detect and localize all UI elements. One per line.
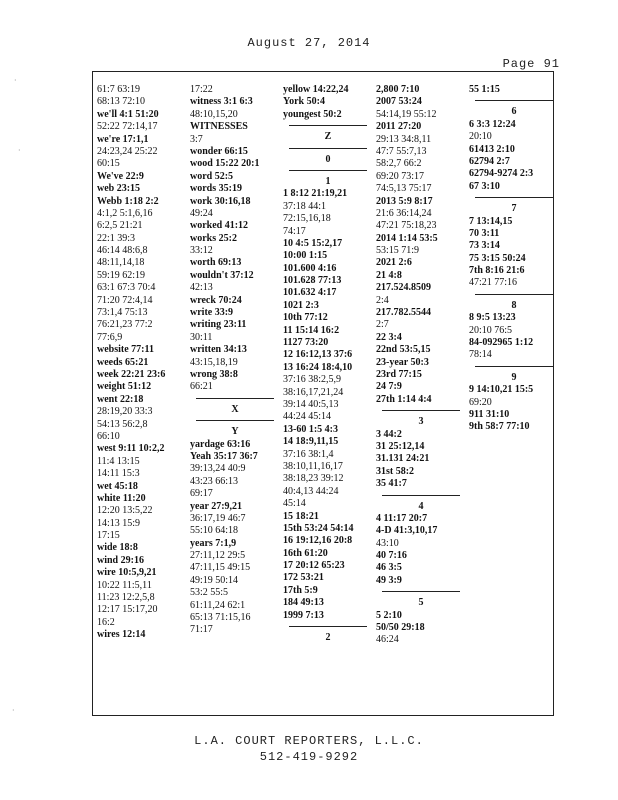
index-entry-continuation: 38:10,11,16,17 xyxy=(283,460,343,472)
section-letter: Z xyxy=(324,131,332,143)
index-entry-continuation: 43:15,18,19 xyxy=(190,356,238,368)
index-entry-continuation: 71:17 xyxy=(190,624,213,636)
index-entry: wouldn't 37:12 xyxy=(190,269,254,281)
index-entry-continuation: 16:2 xyxy=(97,616,115,628)
index-entry-continuation: 76:21,23 77:2 xyxy=(97,319,153,331)
section-letter: 7 xyxy=(511,203,517,215)
index-entry: 22nd 53:5,15 xyxy=(376,344,431,356)
index-entry: 172 53:21 xyxy=(283,572,324,584)
section-letter: 9 xyxy=(511,371,517,383)
index-entry: worked 41:12 xyxy=(190,220,249,232)
index-entry-continuation: 59:19 62:19 xyxy=(97,269,146,281)
index-entry: wind 29:16 xyxy=(97,554,144,566)
index-entry: 27th 1:14 4:4 xyxy=(376,393,432,405)
index-entry: wonder 66:15 xyxy=(190,145,248,157)
index-entry-continuation: 48:11,14,18 xyxy=(97,257,145,269)
section-rule xyxy=(196,420,274,421)
index-entry: 21 4:8 xyxy=(376,269,402,281)
index-entry: 16 19:12,16 20:8 xyxy=(283,535,353,547)
index-entry-continuation: 24:23,24 25:22 xyxy=(97,145,158,157)
index-entry: 2014 1:14 53:5 xyxy=(376,232,438,244)
index-entry: 46 3:5 xyxy=(376,562,402,574)
index-entry-continuation: 47:11,15 49:15 xyxy=(190,562,251,574)
index-entry: wrong 38:8 xyxy=(190,368,238,380)
index-column-2 xyxy=(190,84,280,637)
index-entry: 35 41:7 xyxy=(376,478,407,490)
index-entry-continuation: 53:15 71:9 xyxy=(376,245,420,257)
index-entry: 2013 5:9 8:17 xyxy=(376,195,433,207)
index-entry-continuation: 78:14 xyxy=(469,349,492,361)
index-entry: writing 23:11 xyxy=(190,319,247,331)
index-entry: 11 15:14 16:2 xyxy=(283,324,340,336)
index-entry-continuation: 2:4 xyxy=(376,294,389,306)
index-entry-continuation: 66:21 xyxy=(190,381,213,393)
index-entry-continuation: 45:14 xyxy=(283,498,306,510)
index-entry-continuation: 72:15,16,18 xyxy=(283,213,331,225)
index-entry: 5 2:10 xyxy=(376,609,402,621)
index-entry: 101.628 77:13 xyxy=(283,275,342,287)
index-entry-continuation: 55:10 64:18 xyxy=(190,525,239,537)
index-entry: 101.632 4:17 xyxy=(283,287,337,299)
index-entry-continuation: 69:20 73:17 xyxy=(376,170,425,182)
index-entry: 9 14:10,21 15:5 xyxy=(469,384,534,396)
index-entry: 61413 2:10 xyxy=(469,143,515,155)
index-entry-continuation: 14:11 15:3 xyxy=(97,468,140,480)
index-entry: 24 7:9 xyxy=(376,381,402,393)
index-entry-continuation: 42:13 xyxy=(190,282,213,294)
index-entry-continuation: 44:24 45:14 xyxy=(283,411,332,423)
index-entry: 62794 2:7 xyxy=(469,155,510,167)
index-entry-continuation: 66:10 xyxy=(97,430,120,442)
index-entry-continuation: 37:16 38:2,5,9 xyxy=(283,374,342,386)
index-entry-continuation: 47:7 55:7,13 xyxy=(376,145,427,157)
index-entry-continuation: 39:14 40:5,13 xyxy=(283,398,339,410)
index-entry: 1 8:12 21:19,21 xyxy=(283,188,348,200)
index-entry: 3 44:2 xyxy=(376,428,402,440)
section-letter: 6 xyxy=(511,106,517,118)
index-entry: wood 15:22 20:1 xyxy=(190,158,260,170)
index-entry: York 50:4 xyxy=(283,96,325,108)
index-entry-continuation: 20:10 76:5 xyxy=(469,324,513,336)
section-letter: 2 xyxy=(325,632,331,644)
index-entry: 22 3:4 xyxy=(376,331,402,343)
index-entry-continuation: 40:4,13 44:24 xyxy=(283,485,339,497)
index-entry: week 22:21 23:6 xyxy=(97,368,166,380)
section-letter: 1 xyxy=(325,175,331,187)
index-entry-continuation: 49:24 xyxy=(190,207,213,219)
transcript-date: August 27, 2014 xyxy=(247,36,371,50)
page-number: Page 91 xyxy=(502,57,560,71)
index-entry: 7th 8:16 21:6 xyxy=(469,265,525,277)
index-entry: 1021 2:3 xyxy=(283,299,319,311)
index-entry: we're 17:1,1 xyxy=(97,133,149,145)
index-entry: year 27:9,21 xyxy=(190,500,243,512)
index-entry-continuation: 12:17 15:17,20 xyxy=(97,604,158,616)
index-entry-continuation: 2:7 xyxy=(376,319,389,331)
index-column-5 xyxy=(469,84,559,434)
index-entry: 73 3:14 xyxy=(469,240,500,252)
index-entry-continuation: 17:22 xyxy=(190,84,213,95)
index-entry: years 7:1,9 xyxy=(190,537,237,549)
index-entry-continuation: 38:16,17,21,24 xyxy=(283,386,344,398)
section-letter: 3 xyxy=(418,416,424,428)
section-rule xyxy=(475,197,553,198)
index-entry-continuation: 52:22 72:14,17 xyxy=(97,121,158,133)
index-entry: 2021 2:6 xyxy=(376,257,412,269)
index-entry: yellow 14:22,24 xyxy=(283,84,349,95)
section-rule xyxy=(475,294,553,295)
index-entry: 13 16:24 18:4,10 xyxy=(283,361,353,373)
index-entry: witness 3:1 6:3 xyxy=(190,96,253,108)
index-entry: 55 1:15 xyxy=(469,84,500,95)
index-entry: 2,800 7:10 xyxy=(376,84,420,95)
index-entry: 2007 53:24 xyxy=(376,96,422,108)
index-entry: website 77:11 xyxy=(97,344,154,356)
index-entry-continuation: 29:13 34:8,11 xyxy=(376,133,432,145)
index-entry: 217.782.5544 xyxy=(376,307,431,319)
index-entry: 4-D 41:3,10,17 xyxy=(376,525,438,537)
index-entry-continuation: 74:5,13 75:17 xyxy=(376,183,432,195)
index-column-3 xyxy=(283,84,373,644)
index-entry: 62794-9274 2:3 xyxy=(469,168,534,180)
section-letter: Y xyxy=(231,426,239,438)
index-entry: 15th 53:24 54:14 xyxy=(283,522,354,534)
index-entry-continuation: 37:18 44:1 xyxy=(283,200,327,212)
index-entry: 12 16:12,13 37:6 xyxy=(283,349,353,361)
index-entry-continuation: 37:16 38:1,4 xyxy=(283,448,334,460)
footer-phone: 512-419-9292 xyxy=(259,750,359,764)
index-entry-continuation: 28:19,20 33:3 xyxy=(97,406,153,418)
index-entry: 15 18:21 xyxy=(283,510,319,522)
index-entry-continuation: 46:24 xyxy=(376,634,399,646)
section-rule xyxy=(475,100,553,101)
index-entry: 49 3:9 xyxy=(376,574,402,586)
index-entry-continuation: 60:15 xyxy=(97,158,120,170)
index-entry: written 34:13 xyxy=(190,344,247,356)
section-rule xyxy=(382,495,460,496)
section-letter: X xyxy=(231,403,239,415)
index-entry: 14 18:9,11,15 xyxy=(283,436,339,448)
index-entry-continuation: 30:11 xyxy=(190,331,213,343)
index-entry: write 33:9 xyxy=(190,307,234,319)
index-entry-continuation: 4:1,2 5:1,6,16 xyxy=(97,207,153,219)
index-entry: wire 10:5,9,21 xyxy=(97,567,157,579)
index-entry-continuation: 6:2,5 21:21 xyxy=(97,220,143,232)
index-entry: 17th 5:9 xyxy=(283,584,318,596)
index-entry: 40 7:16 xyxy=(376,550,407,562)
index-entry-continuation: 12:20 13:5,22 xyxy=(97,505,153,517)
index-entry-continuation: 33:12 xyxy=(190,245,213,257)
index-entry: Webb 1:18 2:2 xyxy=(97,195,159,207)
index-entry: 7 13:14,15 xyxy=(469,215,513,227)
index-entry: west 9:11 10:2,2 xyxy=(97,443,165,455)
index-entry: wreck 70:24 xyxy=(190,294,242,306)
index-entry-continuation: 3:7 xyxy=(190,133,203,145)
index-entry: 10th 77:12 xyxy=(283,312,328,324)
index-entry-continuation: 10:22 11:5,11 xyxy=(97,579,152,591)
index-entry-continuation: 49:19 50:14 xyxy=(190,574,239,586)
index-entry-continuation: 21:6 36:14,24 xyxy=(376,207,432,219)
section-letter: 0 xyxy=(325,153,331,165)
index-entry-continuation: 74:17 xyxy=(283,225,306,237)
scan-speck: · xyxy=(14,76,17,85)
index-entry-continuation: 58:2,7 66:2 xyxy=(376,158,422,170)
index-column-4 xyxy=(376,84,466,647)
index-entry: 70 3:11 xyxy=(469,227,500,239)
index-entry: went 22:18 xyxy=(97,393,144,405)
index-entry: 10:00 1:15 xyxy=(283,250,328,262)
index-entry-continuation: 61:11,24 62:1 xyxy=(190,599,246,611)
index-entry-continuation: 63:1 67:3 70:4 xyxy=(97,282,156,294)
section-rule xyxy=(196,398,274,399)
index-entry-continuation: 11:4 13:15 xyxy=(97,455,140,467)
index-entry-continuation: 69:17 xyxy=(190,488,213,500)
index-entry: yardage 63:16 xyxy=(190,438,251,450)
section-rule xyxy=(289,125,367,126)
index-entry: 10 4:5 15:2,17 xyxy=(283,237,343,249)
scan-speck: · xyxy=(18,146,21,155)
index-entry-continuation: 53:2 55:5 xyxy=(190,587,229,599)
index-entry-continuation: 22:1 39:3 xyxy=(97,232,136,244)
index-entry-continuation: 43:23 66:13 xyxy=(190,475,239,487)
index-entry: wide 18:8 xyxy=(97,542,138,554)
section-letter: 5 xyxy=(418,597,424,609)
index-entry-continuation: 46:14 48:6,8 xyxy=(97,245,148,257)
index-entry: wet 45:18 xyxy=(97,480,138,492)
index-entry: 13-60 1:5 4:3 xyxy=(283,423,338,435)
index-entry: white 11:20 xyxy=(97,492,146,504)
index-entry-continuation: 69:20 xyxy=(469,396,492,408)
index-entry: works 25:2 xyxy=(190,232,237,244)
index-entry-continuation: 61:7 63:19 xyxy=(97,84,141,95)
index-entry: Yeah 35:17 36:7 xyxy=(190,450,258,462)
index-entry: 23rd 77:15 xyxy=(376,368,422,380)
index-entry-continuation: 77:6,9 xyxy=(97,331,123,343)
section-letter: 4 xyxy=(418,500,424,512)
section-letter: 8 xyxy=(511,299,517,311)
index-entry: word 52:5 xyxy=(190,170,234,182)
section-rule xyxy=(289,148,367,149)
index-entry: 31.131 24:21 xyxy=(376,453,430,465)
index-entry: worth 69:13 xyxy=(190,257,242,269)
index-entry: 4 11:17 20:7 xyxy=(376,512,428,524)
index-entry: words 35:19 xyxy=(190,183,242,195)
index-entry: We've 22:9 xyxy=(97,170,144,182)
index-entry: 2011 27:20 xyxy=(376,121,422,133)
index-column-1 xyxy=(97,84,187,642)
index-entry-continuation: 39:13,24 40:9 xyxy=(190,463,246,475)
index-entry-continuation: 36:17,19 46:7 xyxy=(190,512,246,524)
index-entry: 1127 73:20 xyxy=(283,337,329,349)
index-entry-continuation: 11:23 12:2,5,8 xyxy=(97,592,155,604)
index-entry-continuation: 47:21 77:16 xyxy=(469,277,518,289)
index-entry-continuation: 38:18,23 39:12 xyxy=(283,473,344,485)
index-entry: 6 3:3 12:24 xyxy=(469,118,516,130)
index-entry-continuation: 68:13 72:10 xyxy=(97,96,146,108)
section-rule xyxy=(382,410,460,411)
index-entry-continuation: 43:10 xyxy=(376,537,399,549)
index-entry-continuation: 17:15 xyxy=(97,530,120,542)
index-entry: 16th 61:20 xyxy=(283,547,328,559)
index-entry-continuation: 54:13 56:2,8 xyxy=(97,418,148,430)
index-entry: web 23:15 xyxy=(97,183,141,195)
index-entry: 217.524.8509 xyxy=(376,282,431,294)
index-entry: 911 31:10 xyxy=(469,408,510,420)
scan-speck: · xyxy=(12,706,15,715)
index-entry: youngest 50:2 xyxy=(283,108,342,120)
footer-company: L.A. COURT REPORTERS, L.L.C. xyxy=(194,734,424,748)
index-entry: 50/50 29:18 xyxy=(376,622,425,634)
index-entry-continuation: 73:1,4 75:13 xyxy=(97,307,148,319)
section-rule xyxy=(289,626,367,627)
index-entry: work 30:16,18 xyxy=(190,195,251,207)
index-entry-continuation: 27:11,12 29:5 xyxy=(190,550,246,562)
index-entry: 184 49:13 xyxy=(283,597,324,609)
index-entry: we'll 4:1 51:20 xyxy=(97,108,159,120)
index-entry-continuation: 14:13 15:9 xyxy=(97,517,141,529)
index-entry-continuation: 20:10 xyxy=(469,131,492,143)
index-entry: 101.600 4:16 xyxy=(283,262,337,274)
index-entry: 8 9:5 13:23 xyxy=(469,312,516,324)
index-entry: 84-092965 1:12 xyxy=(469,337,534,349)
section-rule xyxy=(289,170,367,171)
index-entry: 17 20:12 65:23 xyxy=(283,560,345,572)
index-entry: 31 25:12,14 xyxy=(376,440,425,452)
index-entry: WITNESSES xyxy=(190,121,248,133)
section-rule xyxy=(382,591,460,592)
index-entry-continuation: 65:13 71:15,16 xyxy=(190,612,251,624)
index-entry: 31st 58:2 xyxy=(376,465,415,477)
index-entry: 9th 58:7 77:10 xyxy=(469,421,530,433)
index-entry-continuation: 47:21 75:18,23 xyxy=(376,220,437,232)
index-entry-continuation: 54:14,19 55:12 xyxy=(376,108,437,120)
section-rule xyxy=(475,366,553,367)
index-entry: 1999 7:13 xyxy=(283,609,324,621)
index-entry: weight 51:12 xyxy=(97,381,152,393)
index-entry: 67 3:10 xyxy=(469,180,500,192)
index-entry: weeds 65:21 xyxy=(97,356,149,368)
index-entry: wires 12:14 xyxy=(97,629,146,641)
index-entry: 75 3:15 50:24 xyxy=(469,252,526,264)
index-entry: 23-year 50:3 xyxy=(376,356,429,368)
index-entry-continuation: 48:10,15,20 xyxy=(190,108,238,120)
index-entry-continuation: 71:20 72:4,14 xyxy=(97,294,153,306)
